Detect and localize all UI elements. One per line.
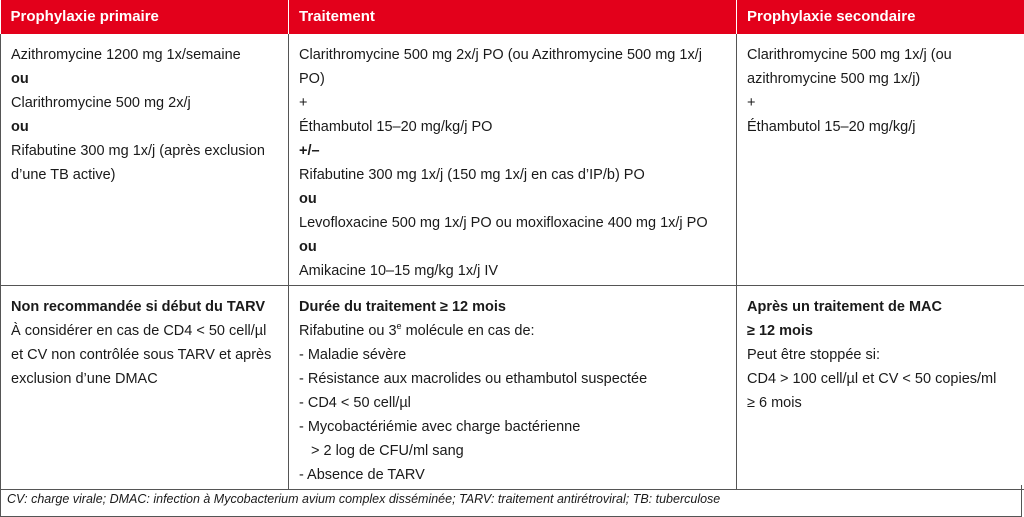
text-line: + xyxy=(747,95,756,111)
text-line: + xyxy=(299,95,308,111)
list-item: - Absence de TARV xyxy=(299,467,425,483)
header-traitement: Traitement xyxy=(289,0,737,34)
table-row-regimens xyxy=(1,34,1024,286)
list-item: - Résistance aux macrolides ou ethambutol suspectée xyxy=(299,371,648,387)
list-item: - CD4 < 50 cell/µl xyxy=(299,395,411,411)
text-line: Azithromycine 1200 mg 1x/semaine xyxy=(11,47,241,63)
list-item: - Mycobactériémie avec charge bactérienne xyxy=(299,419,581,435)
text-line: Rifabutine 300 mg 1x/j (150 mg 1x/j en cas d’IP/b) PO xyxy=(299,167,645,183)
text-line: Clarithromycine 500 mg 2x/j xyxy=(11,95,191,111)
table-row-indications xyxy=(1,286,1024,490)
text-line: CD4 > 100 cell/µl et CV < 50 copies/ml xyxy=(747,371,997,387)
list-item-continuation: > 2 log de CFU/ml sang xyxy=(311,443,464,459)
text-line: Après un traitement de MAC xyxy=(747,299,942,315)
cell-secondary-indication xyxy=(737,286,1024,490)
text-line: ≥ 12 mois xyxy=(747,323,813,339)
list-item: - Maladie sévère xyxy=(299,347,407,363)
text-line: ou xyxy=(11,119,29,135)
text-line: +/– xyxy=(299,143,320,159)
cell-secondary-regimens xyxy=(737,34,1024,286)
text-line: d’une TB active) xyxy=(11,167,116,183)
header-prophylaxie-primaire: Prophylaxie primaire xyxy=(1,0,289,34)
text-line: azithromycine 500 mg 1x/j) xyxy=(747,71,921,87)
intro-line xyxy=(299,319,726,343)
text-line: ou xyxy=(11,71,29,87)
cell-treatment-duration xyxy=(289,286,737,490)
text-line: Amikacine 10–15 mg/kg 1x/j IV xyxy=(299,263,499,279)
text-line: exclusion d’une DMAC xyxy=(11,371,158,387)
text-line: PO) xyxy=(299,71,325,87)
text-line: Éthambutol 15–20 mg/kg/j xyxy=(747,119,916,135)
text-line: ≥ 6 mois xyxy=(747,395,802,411)
text-line: Levofloxacine 500 mg 1x/j PO ou moxifloxacine 400 mg 1x/j PO xyxy=(299,215,708,231)
text-line: et CV non contrôlée sous TARV et après xyxy=(11,347,272,363)
intro-text-end: molécule en cas de: xyxy=(401,323,535,339)
intro-text: Rifabutine ou 3 xyxy=(299,323,397,339)
cell-primary-indication xyxy=(1,286,289,490)
text-line: Rifabutine 300 mg 1x/j (après exclusion xyxy=(11,143,265,159)
text-line: Clarithromycine 500 mg 1x/j (ou xyxy=(747,47,952,63)
table-footnote: CV: charge virale; DMAC: infection à Mycobacterium avium complex disséminée; TARV: traitement antirétroviral; TB: tuberculose xyxy=(0,485,1022,517)
text-line: Clarithromycine 500 mg 2x/j PO (ou Azithromycine 500 mg 1x/j xyxy=(299,47,702,63)
text-line: Peut être stoppée si: xyxy=(747,347,880,363)
duration-title: Durée du traitement ≥ 12 mois xyxy=(299,299,506,315)
header-prophylaxie-secondaire: Prophylaxie secondaire xyxy=(737,0,1024,34)
cell-primary-regimens xyxy=(1,34,289,286)
ordinal-superscript: e xyxy=(396,321,402,331)
cell-treatment-regimens xyxy=(289,34,737,286)
header-row xyxy=(1,0,1024,34)
text-line: ou xyxy=(299,239,317,255)
text-line: ou xyxy=(299,191,317,207)
text-line: Éthambutol 15–20 mg/kg/j PO xyxy=(299,119,493,135)
text-line: À considérer en cas de CD4 < 50 cell/µl xyxy=(11,323,267,339)
text-line: Non recommandée si début du TARV xyxy=(11,299,266,315)
